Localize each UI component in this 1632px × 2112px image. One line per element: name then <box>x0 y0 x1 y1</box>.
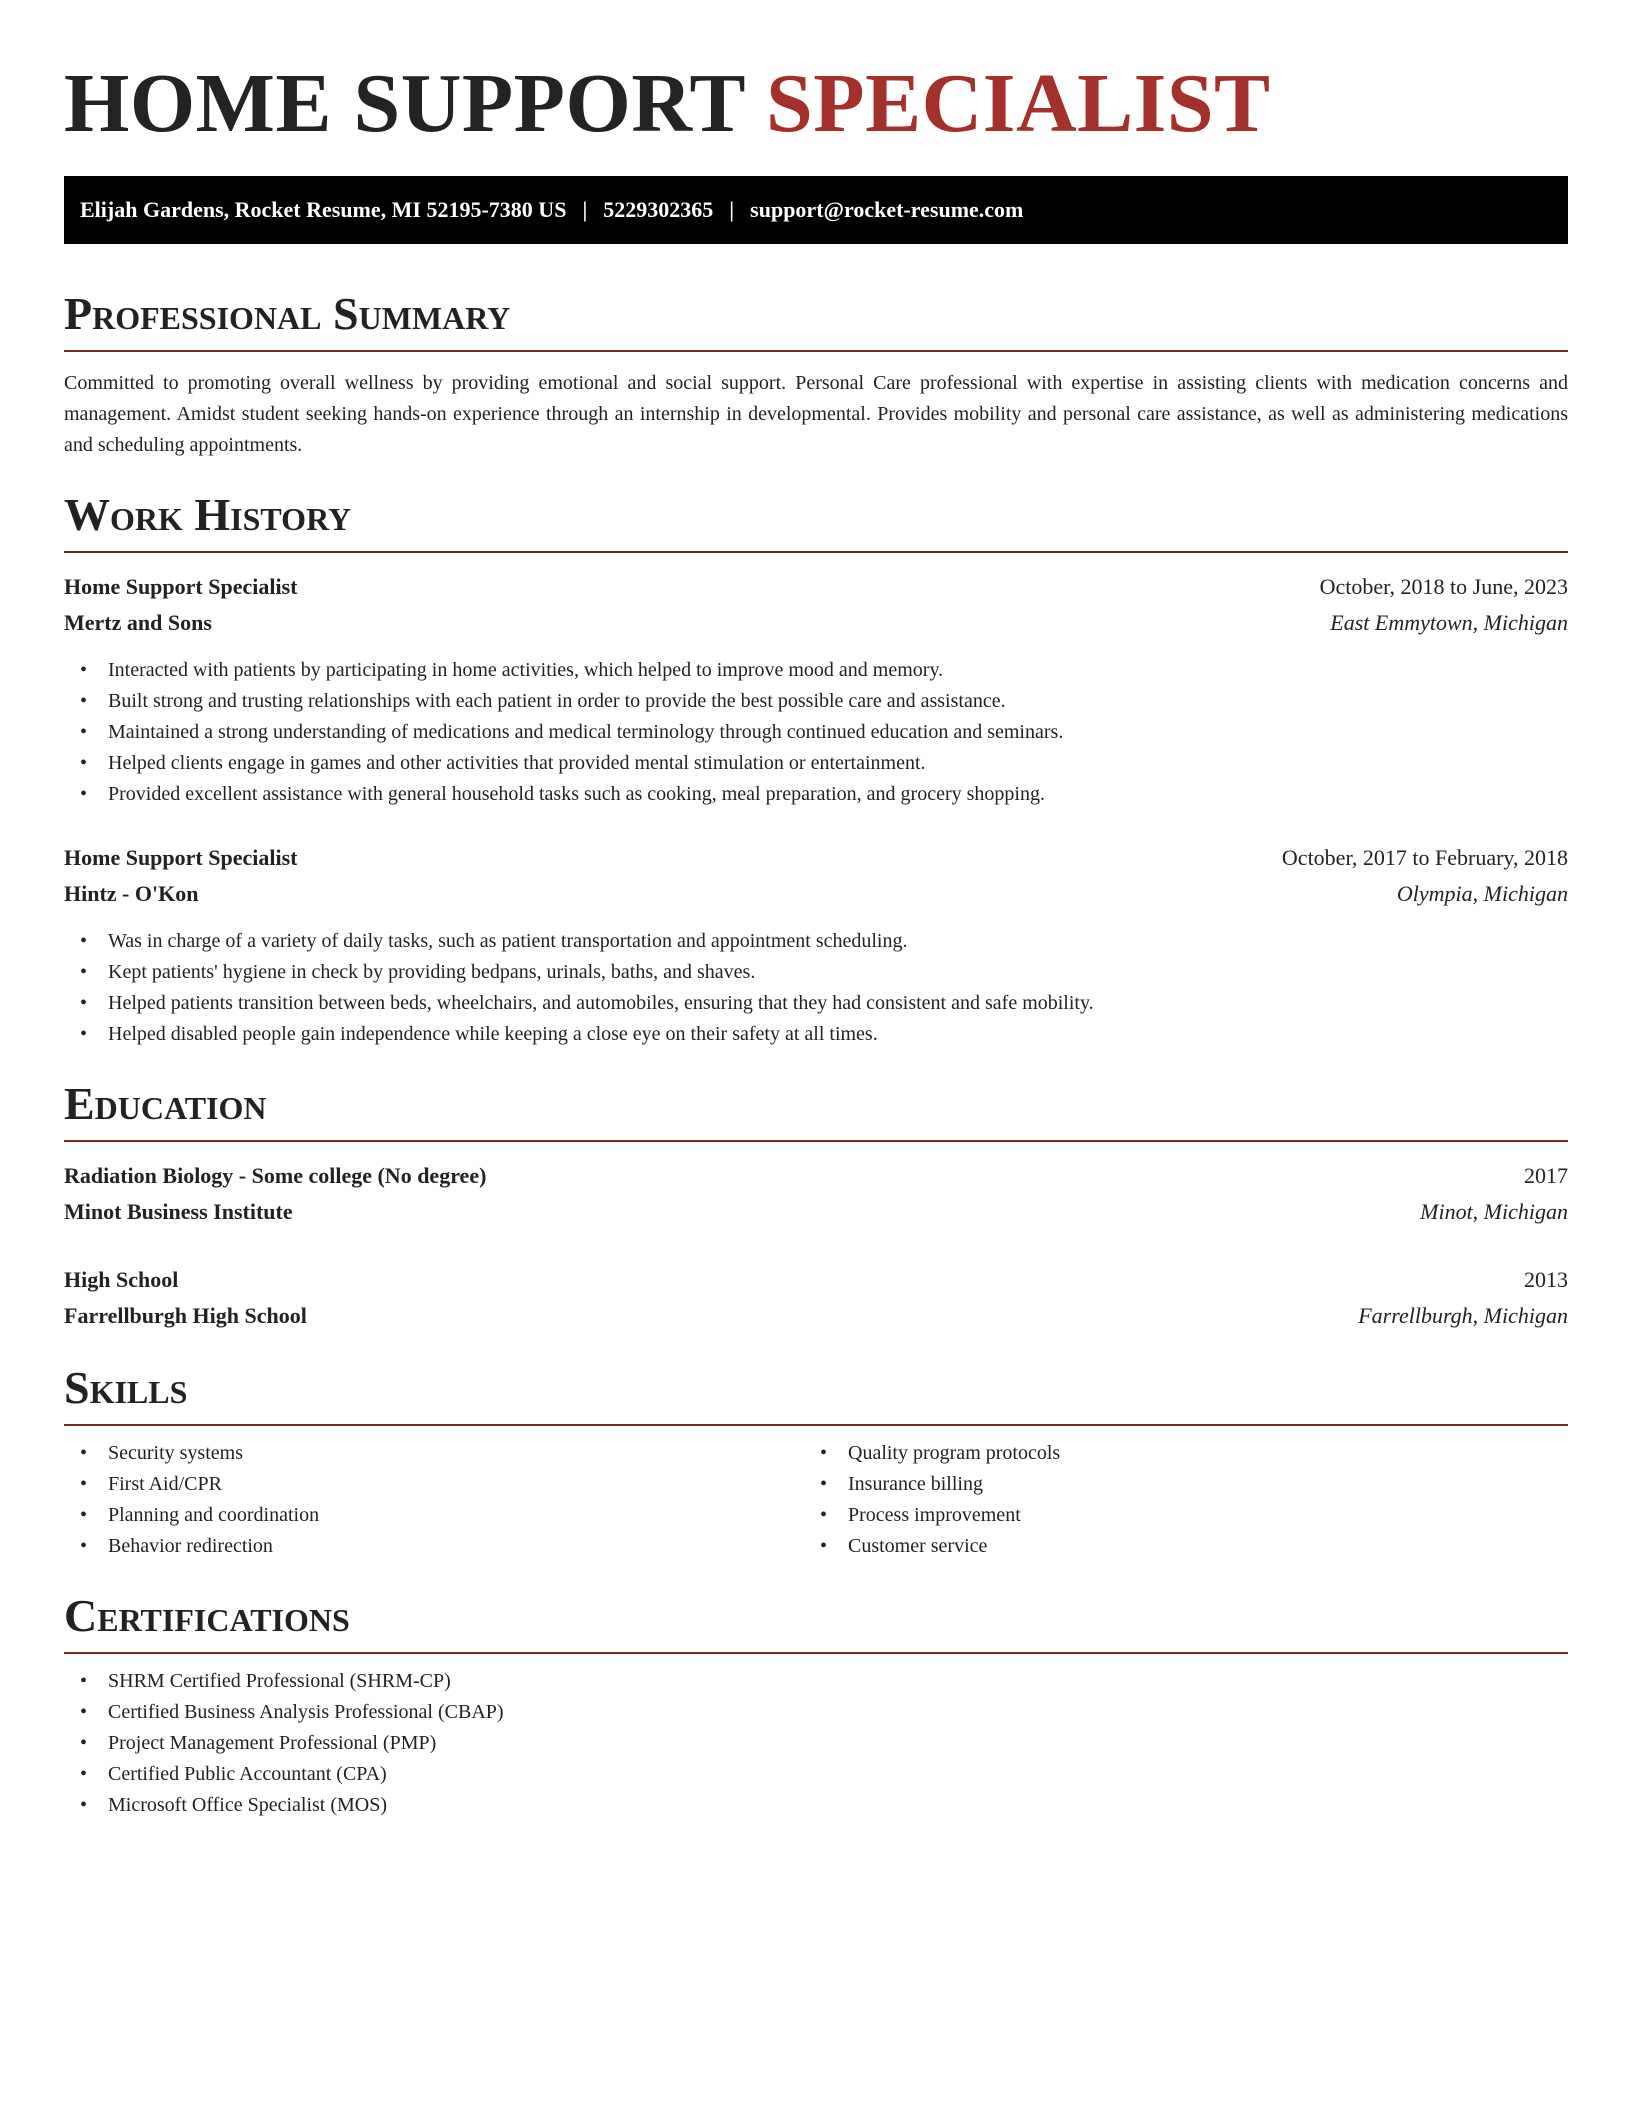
certification-item: • Project Management Professional (PMP) <box>64 1728 1568 1759</box>
contact-email[interactable]: support@rocket-resume.com <box>750 197 1024 222</box>
list-item: • Interacted with patients by participating in home activities, which helped to improve mood and memory. <box>64 655 1568 686</box>
education-location: Farrellburgh, Michigan <box>1358 1303 1568 1328</box>
name-last: SPECIALIST <box>766 57 1271 150</box>
list-item: • Kept patients' hygiene in check by providing bedpans, urinals, baths, and shaves. <box>64 957 1568 988</box>
skills-section <box>64 1362 1568 1562</box>
list-item: • Built strong and trusting relationships with each patient in order to provide the best possible care and assistance. <box>64 686 1568 717</box>
contact-address: Elijah Gardens, Rocket Resume, MI 52195-7380 US <box>80 197 567 222</box>
section-divider <box>64 1424 1568 1426</box>
skill-item: • Behavior redirection <box>64 1531 804 1562</box>
education-degree: High School <box>64 1267 179 1292</box>
job-company: Hintz - O'Kon <box>64 881 199 906</box>
skills-list-left <box>64 1438 804 1562</box>
contact-phone[interactable]: 5229302365 <box>603 197 714 222</box>
resume-page <box>64 56 1568 1821</box>
section-title-education: Education <box>64 1078 267 1129</box>
certification-item: • Certified Public Accountant (CPA) <box>64 1759 1568 1790</box>
list-item: • Provided excellent assistance with general household tasks such as cooking, meal preparation, and grocery shopping. <box>64 779 1568 810</box>
contact-bar <box>64 176 1568 244</box>
job-bullets <box>64 926 1568 1050</box>
education-school: Farrellburgh High School <box>64 1303 307 1328</box>
skills-list-right <box>804 1438 1544 1562</box>
section-title-certifications: Certifications <box>64 1590 350 1641</box>
job-company: Mertz and Sons <box>64 610 212 635</box>
job-role: Home Support Specialist <box>64 845 298 870</box>
certifications-list <box>64 1666 1568 1821</box>
job-entry <box>64 840 1568 1050</box>
section-title-work-history: Work History <box>64 489 352 540</box>
section-divider <box>64 1140 1568 1142</box>
list-item: • Helped disabled people gain independence while keeping a close eye on their safety at all times. <box>64 1019 1568 1050</box>
skill-item: • First Aid/CPR <box>64 1469 804 1500</box>
education-entry <box>64 1158 1568 1230</box>
job-bullets <box>64 655 1568 810</box>
resume-name <box>64 56 1568 152</box>
job-dates: October, 2018 to June, 2023 <box>1319 574 1568 599</box>
education-school: Minot Business Institute <box>64 1199 293 1224</box>
section-divider <box>64 350 1568 352</box>
list-item: • Was in charge of a variety of daily tasks, such as patient transportation and appointment scheduling. <box>64 926 1568 957</box>
education-year: 2017 <box>1524 1163 1568 1188</box>
certification-item: • Certified Business Analysis Professional (CBAP) <box>64 1697 1568 1728</box>
section-title-summary: Professional Summary <box>64 288 511 339</box>
section-divider <box>64 551 1568 553</box>
section-divider <box>64 1652 1568 1654</box>
skill-item: • Security systems <box>64 1438 804 1469</box>
list-item: • Maintained a strong understanding of medications and medical terminology through continued education and seminars. <box>64 717 1568 748</box>
job-role: Home Support Specialist <box>64 574 298 599</box>
education-section <box>64 1078 1568 1334</box>
name-first: HOME SUPPORT <box>64 57 745 150</box>
skill-item: • Process improvement <box>804 1500 1544 1531</box>
list-item: • Helped clients engage in games and other activities that provided mental stimulation or entertainment. <box>64 748 1568 779</box>
skill-item: • Customer service <box>804 1531 1544 1562</box>
skill-item: • Planning and coordination <box>64 1500 804 1531</box>
summary-text: Committed to promoting overall wellness by providing emotional and social support. Personal Care professional with expertise in assisting clients with medication concerns and management. Amidst student seeking hands-on experience through an internship in developmental. Provides mobility and personal care assistance, as well as administering medications and scheduling appointments. <box>64 372 1568 456</box>
education-entry <box>64 1262 1568 1334</box>
contact-separator: | <box>729 197 735 222</box>
section-title-skills: Skills <box>64 1362 188 1413</box>
skills-grid <box>64 1438 1568 1562</box>
education-degree: Radiation Biology - Some college (No degree) <box>64 1163 487 1188</box>
education-location: Minot, Michigan <box>1420 1199 1568 1224</box>
job-location: East Emmytown, Michigan <box>1330 610 1568 635</box>
job-location: Olympia, Michigan <box>1396 881 1568 906</box>
summary-section <box>64 288 1568 461</box>
contact-separator: | <box>582 197 588 222</box>
work-history-section <box>64 489 1568 1050</box>
skill-item: • Quality program protocols <box>804 1438 1544 1469</box>
certification-item: • SHRM Certified Professional (SHRM-CP) <box>64 1666 1568 1697</box>
certification-item: • Microsoft Office Specialist (MOS) <box>64 1790 1568 1821</box>
education-year: 2013 <box>1524 1267 1568 1292</box>
skill-item: • Insurance billing <box>804 1469 1544 1500</box>
job-dates: October, 2017 to February, 2018 <box>1281 845 1568 870</box>
list-item: • Helped patients transition between beds, wheelchairs, and automobiles, ensuring that they had consistent and safe mobility. <box>64 988 1568 1019</box>
job-entry <box>64 569 1568 810</box>
certifications-section <box>64 1590 1568 1821</box>
